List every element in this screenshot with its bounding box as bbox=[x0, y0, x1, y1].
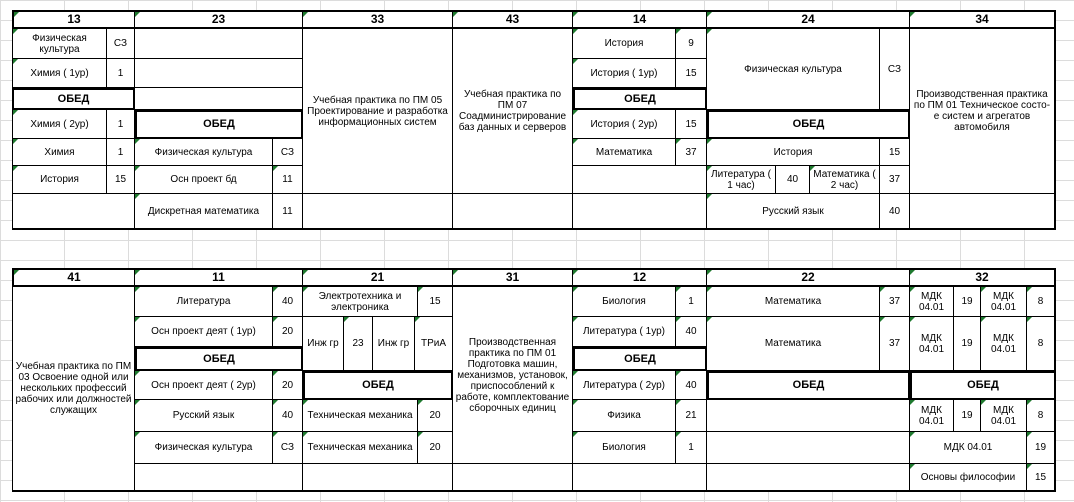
cell-subject[interactable]: История bbox=[707, 139, 880, 166]
cell-room[interactable]: 15 bbox=[880, 139, 910, 166]
cell-subject[interactable]: Русский язык bbox=[135, 400, 273, 432]
practice-cell[interactable]: Учебная практика по ПМ 03 Освоение одной или нескольких профессий рабочих или должностей служащих bbox=[12, 287, 135, 492]
group-header-31[interactable]: 31 bbox=[453, 268, 573, 287]
cell-subject[interactable]: МДК 04.01 bbox=[910, 400, 954, 432]
empty-cell[interactable] bbox=[707, 400, 910, 432]
cell-subject[interactable]: Инж гр bbox=[303, 317, 344, 371]
cell-subject[interactable]: Физическая культура bbox=[707, 29, 880, 110]
cell-subject[interactable]: Литература bbox=[135, 287, 273, 317]
cell-subject[interactable]: Инж гр bbox=[373, 317, 415, 371]
cell-subject[interactable]: Осн проект деят ( 2ур) bbox=[135, 371, 273, 400]
empty-cell[interactable] bbox=[573, 464, 707, 492]
cell-room[interactable]: 20 bbox=[273, 371, 303, 400]
cell-room[interactable]: 1 bbox=[676, 287, 707, 317]
lunch-break[interactable]: ОБЕД bbox=[12, 88, 135, 110]
practice-cell[interactable]: Учебная практика по ПМ 07 Соадминистрирование баз данных и серверов bbox=[453, 29, 573, 194]
group-header-23[interactable]: 23 bbox=[135, 10, 303, 29]
cell-subject[interactable]: МДК 04.01 bbox=[910, 432, 1027, 464]
empty-cell[interactable] bbox=[707, 432, 910, 464]
lunch-break[interactable]: ОБЕД bbox=[135, 110, 303, 139]
cell-room[interactable]: 15 bbox=[107, 166, 135, 194]
cell-subject[interactable]: История bbox=[573, 29, 676, 59]
cell-room[interactable]: 40 bbox=[676, 371, 707, 400]
cell-subject[interactable]: Физическая культура bbox=[135, 432, 273, 464]
cell-room[interactable]: 19 bbox=[1027, 432, 1056, 464]
lunch-break[interactable]: ОБЕД bbox=[707, 110, 910, 139]
cell-subject[interactable]: Физическая культура bbox=[135, 139, 273, 166]
group-header-13[interactable]: 13 bbox=[12, 10, 135, 29]
cell-room[interactable]: 15 bbox=[676, 110, 707, 139]
cell-room[interactable]: 19 bbox=[954, 317, 981, 371]
group-header-22[interactable]: 22 bbox=[707, 268, 910, 287]
cell-subject[interactable]: Химия ( 1ур) bbox=[12, 59, 107, 88]
cell-room[interactable]: 20 bbox=[273, 317, 303, 347]
group-header-24[interactable]: 24 bbox=[707, 10, 910, 29]
cell-room[interactable]: 19 bbox=[954, 400, 981, 432]
lunch-break[interactable]: ОБЕД bbox=[135, 347, 303, 371]
cell-subject[interactable]: Математика bbox=[707, 287, 880, 317]
cell-subject[interactable]: Осн проект деят ( 1ур) bbox=[135, 317, 273, 347]
group-header-34[interactable]: 34 bbox=[910, 10, 1056, 29]
cell-subject[interactable]: Биология bbox=[573, 287, 676, 317]
empty-cell[interactable] bbox=[303, 194, 453, 230]
empty-cell[interactable] bbox=[453, 194, 573, 230]
group-header-32[interactable]: 32 bbox=[910, 268, 1056, 287]
cell-room[interactable]: 8 bbox=[1027, 317, 1056, 371]
group-header-12[interactable]: 12 bbox=[573, 268, 707, 287]
cell-room[interactable]: 23 bbox=[344, 317, 373, 371]
empty-cell[interactable] bbox=[573, 194, 707, 230]
cell-room[interactable]: СЗ bbox=[273, 139, 303, 166]
cell-subject[interactable]: История ( 2ур) bbox=[573, 110, 676, 139]
cell-subject[interactable]: Химия bbox=[12, 139, 107, 166]
cell-subject[interactable]: МДК 04.01 bbox=[910, 317, 954, 371]
cell-room[interactable]: 37 bbox=[880, 317, 910, 371]
cell-room[interactable]: СЗ bbox=[107, 29, 135, 59]
cell-room[interactable]: 8 bbox=[1027, 287, 1056, 317]
cell-subject[interactable]: Химия ( 2ур) bbox=[12, 110, 107, 139]
empty-cell[interactable] bbox=[303, 464, 453, 492]
lunch-break[interactable]: ОБЕД bbox=[707, 371, 910, 400]
practice-cell[interactable]: Учебная практика по ПМ 05 Проектирование и разработка информационных систем bbox=[303, 29, 453, 194]
empty-cell[interactable] bbox=[135, 88, 303, 110]
cell-subject[interactable]: Литература ( 1ур) bbox=[573, 317, 676, 347]
empty-cell[interactable] bbox=[12, 194, 135, 230]
cell-subject[interactable]: Основы философии bbox=[910, 464, 1027, 492]
cell-room[interactable]: 19 bbox=[954, 287, 981, 317]
cell-subject[interactable]: МДК 04.01 bbox=[981, 287, 1027, 317]
cell-room[interactable]: 20 bbox=[418, 432, 453, 464]
group-header-14[interactable]: 14 bbox=[573, 10, 707, 29]
cell-subject[interactable]: Литература ( 1 час) bbox=[707, 166, 776, 194]
group-header-21[interactable]: 21 bbox=[303, 268, 453, 287]
cell-room[interactable]: 11 bbox=[273, 166, 303, 194]
cell-subject[interactable]: История bbox=[12, 166, 107, 194]
lunch-break[interactable]: ОБЕД bbox=[573, 88, 707, 110]
cell-subject[interactable]: Литература ( 2ур) bbox=[573, 371, 676, 400]
group-header-33[interactable]: 33 bbox=[303, 10, 453, 29]
cell-room[interactable]: 1 bbox=[107, 139, 135, 166]
group-header-43[interactable]: 43 bbox=[453, 10, 573, 29]
cell-room[interactable]: 40 bbox=[676, 317, 707, 347]
cell-subject[interactable]: История ( 1ур) bbox=[573, 59, 676, 88]
cell-subject[interactable]: МДК 04.01 bbox=[910, 287, 954, 317]
group-header-41[interactable]: 41 bbox=[12, 268, 135, 287]
cell-subject[interactable]: МДК 04.01 bbox=[981, 317, 1027, 371]
cell-room[interactable]: 20 bbox=[418, 400, 453, 432]
practice-cell[interactable]: Производственная практика по ПМ 01 Подготовка машин, механизмов, установок, приспособлений к работе, комплектование сборочных единиц bbox=[453, 287, 573, 464]
cell-room[interactable]: 37 bbox=[880, 287, 910, 317]
group-header-11[interactable]: 11 bbox=[135, 268, 303, 287]
empty-cell[interactable] bbox=[910, 194, 1056, 230]
cell-room[interactable]: 40 bbox=[273, 287, 303, 317]
cell-subject[interactable]: Электротехника и электроника bbox=[303, 287, 418, 317]
cell-room[interactable]: 11 bbox=[273, 194, 303, 230]
empty-cell[interactable] bbox=[135, 59, 303, 88]
empty-cell[interactable] bbox=[707, 464, 910, 492]
cell-room[interactable]: 8 bbox=[1027, 400, 1056, 432]
cell-room[interactable]: СЗ bbox=[880, 29, 910, 110]
cell-room[interactable]: 1 bbox=[107, 59, 135, 88]
lunch-break[interactable]: ОБЕД bbox=[910, 371, 1056, 400]
cell-room[interactable]: 1 bbox=[107, 110, 135, 139]
cell-subject[interactable]: Русский язык bbox=[707, 194, 880, 230]
cell-subject[interactable]: Дискретная математика bbox=[135, 194, 273, 230]
cell-subject[interactable]: Техническая механика bbox=[303, 432, 418, 464]
cell-room[interactable]: 37 bbox=[676, 139, 707, 166]
cell-room[interactable]: 21 bbox=[676, 400, 707, 432]
cell-subject[interactable]: Физическая культура bbox=[12, 29, 107, 59]
empty-cell[interactable] bbox=[135, 29, 303, 59]
empty-cell[interactable] bbox=[453, 464, 573, 492]
cell-subject[interactable]: Математика bbox=[573, 139, 676, 166]
cell-subject[interactable]: Математика bbox=[707, 317, 880, 371]
cell-room[interactable]: ТРиА bbox=[415, 317, 453, 371]
empty-cell[interactable] bbox=[573, 166, 707, 194]
cell-subject[interactable]: Физика bbox=[573, 400, 676, 432]
cell-room[interactable]: 15 bbox=[1027, 464, 1056, 492]
cell-room[interactable]: 40 bbox=[880, 194, 910, 230]
lunch-break[interactable]: ОБЕД bbox=[573, 347, 707, 371]
cell-room[interactable]: 37 bbox=[880, 166, 910, 194]
cell-subject[interactable]: Математика ( 2 час) bbox=[810, 166, 880, 194]
lunch-break[interactable]: ОБЕД bbox=[303, 371, 453, 400]
cell-subject[interactable]: Техническая механика bbox=[303, 400, 418, 432]
cell-room[interactable]: СЗ bbox=[273, 432, 303, 464]
empty-cell[interactable] bbox=[135, 464, 303, 492]
cell-room[interactable]: 1 bbox=[676, 432, 707, 464]
cell-room[interactable]: 40 bbox=[776, 166, 810, 194]
cell-room[interactable]: 15 bbox=[418, 287, 453, 317]
cell-room[interactable]: 9 bbox=[676, 29, 707, 59]
cell-subject[interactable]: Осн проект бд bbox=[135, 166, 273, 194]
practice-cell[interactable]: Производственная практика по ПМ 01 Техническое состо-е систем и агрегатов автомобиля bbox=[910, 29, 1056, 194]
cell-subject[interactable]: МДК 04.01 bbox=[981, 400, 1027, 432]
cell-room[interactable]: 15 bbox=[676, 59, 707, 88]
cell-subject[interactable]: Биология bbox=[573, 432, 676, 464]
cell-room[interactable]: 40 bbox=[273, 400, 303, 432]
